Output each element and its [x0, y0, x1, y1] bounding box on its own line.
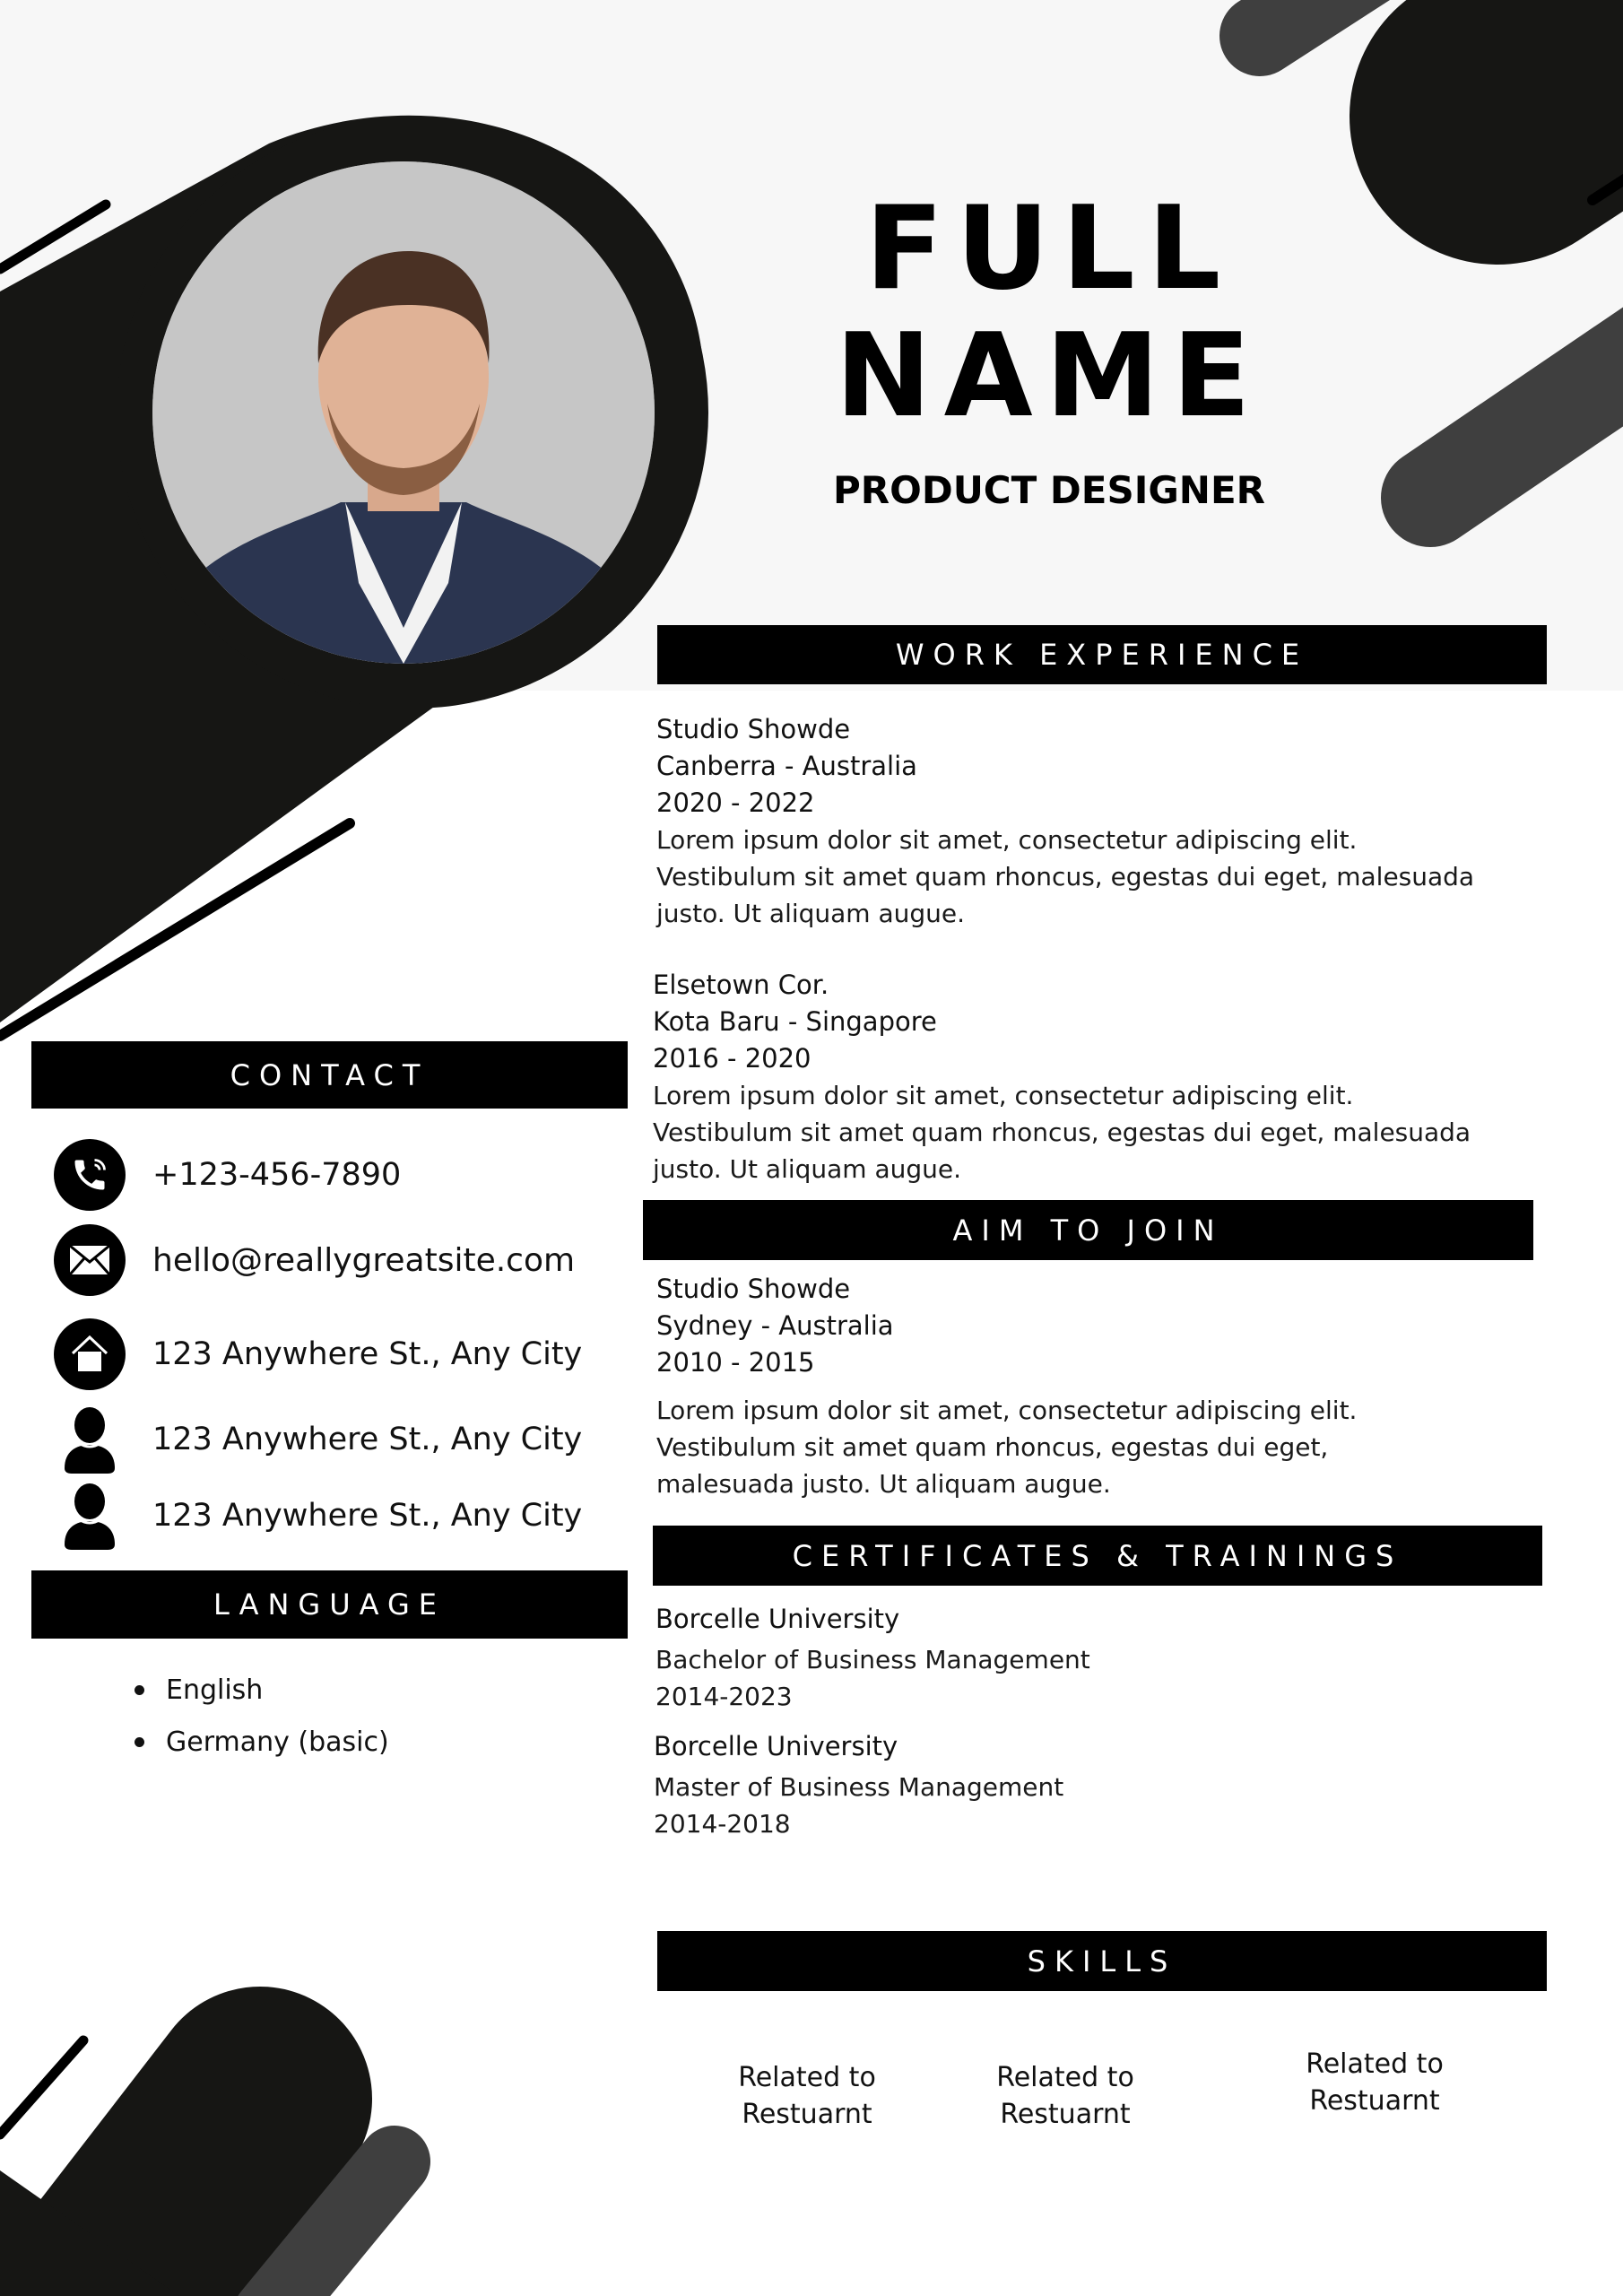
section-header-work-experience: WORK EXPERIENCE — [657, 625, 1547, 684]
company-name: Studio Showde — [656, 1274, 851, 1304]
contact-email — [54, 1224, 576, 1296]
language-item — [135, 1716, 389, 1768]
gray-pill-shape — [1430, 336, 1623, 498]
years: 2014-2018 — [654, 1809, 791, 1839]
address: 123 Anywhere St., Any City — [152, 1422, 583, 1457]
location: Canberra - Australia — [656, 751, 917, 781]
years: 2016 - 2020 — [653, 1043, 812, 1074]
language-list — [135, 1664, 389, 1768]
address: 123 Anywhere St., Any City — [152, 1498, 583, 1534]
skill-label: Related to — [738, 2062, 876, 2093]
person-icon — [54, 1404, 126, 1475]
thin-line-shape — [0, 2040, 83, 2135]
description-line: Vestibulum sit amet quam rhoncus, egestas dui eget, malesuada — [653, 1118, 1471, 1147]
section-header-certificates: CERTIFICATES & TRAININGS — [653, 1526, 1542, 1586]
years: 2014-2023 — [655, 1682, 793, 1711]
mail-icon — [54, 1224, 126, 1296]
skill-label: Related to — [996, 2062, 1134, 2093]
skill-item — [1258, 2046, 1491, 2119]
description-line: Lorem ipsum dolor sit amet, consectetur adipiscing elit. — [653, 1081, 1354, 1110]
school-name: Borcelle University — [655, 1604, 900, 1634]
location: Kota Baru - Singapore — [653, 1006, 937, 1037]
section-header-skills: SKILLS — [657, 1931, 1547, 1991]
description-line: justo. Ut aliquam augue. — [653, 1154, 962, 1184]
phone-icon — [54, 1139, 126, 1211]
contact-address — [54, 1404, 583, 1475]
description-line: Vestibulum sit amet quam rhoncus, egestas dui eget, — [656, 1432, 1329, 1462]
section-header-aim-to-join: AIM TO JOIN — [643, 1200, 1533, 1260]
section-header-contact: CONTACT — [31, 1041, 628, 1109]
language-label: Germany (basic) — [166, 1726, 389, 1758]
description-line: Lorem ipsum dolor sit amet, consectetur adipiscing elit. — [656, 1396, 1358, 1425]
location: Sydney - Australia — [656, 1310, 894, 1341]
description-line: malesuada justo. Ut aliquam augue. — [656, 1469, 1111, 1499]
work-entry — [653, 967, 1549, 1187]
skill-label: Related to — [1306, 2048, 1444, 2080]
bullet-icon — [135, 1737, 144, 1747]
skill-label: Restuarnt — [1309, 2085, 1440, 2117]
certificate-entry — [655, 1601, 1552, 1715]
home-icon — [54, 1318, 126, 1390]
language-item — [135, 1664, 389, 1716]
address: 123 Anywhere St., Any City — [152, 1336, 583, 1372]
skill-item — [949, 2059, 1182, 2133]
company-name: Studio Showde — [656, 714, 851, 744]
person-portrait-icon — [152, 161, 655, 664]
description-line: Lorem ipsum dolor sit amet, consectetur adipiscing elit. — [656, 825, 1358, 855]
job-title: PRODUCT DESIGNER — [833, 468, 1265, 512]
school-name: Borcelle University — [654, 1731, 898, 1761]
certificate-entry — [654, 1728, 1550, 1842]
degree: Master of Business Management — [654, 1772, 1064, 1802]
bullet-icon — [135, 1685, 144, 1695]
years: 2010 - 2015 — [656, 1347, 815, 1378]
work-entry — [656, 711, 1553, 932]
skill-item — [690, 2059, 924, 2133]
contact-address — [54, 1480, 583, 1552]
contact-address — [54, 1318, 583, 1390]
description-line: Vestibulum sit amet quam rhoncus, egestas dui eget, malesuada — [656, 862, 1475, 891]
section-header-language: LANGUAGE — [31, 1570, 628, 1639]
profile-photo — [152, 161, 655, 664]
contact-phone — [54, 1139, 402, 1211]
company-name: Elsetown Cor. — [653, 970, 829, 1000]
black-pill-shape — [1497, 0, 1623, 117]
description-line: justo. Ut aliquam augue. — [656, 899, 966, 928]
first-name: FULL — [864, 182, 1234, 316]
skill-label: Restuarnt — [742, 2099, 872, 2130]
phone-number[interactable]: +123-456-7890 — [152, 1157, 402, 1193]
language-label: English — [166, 1674, 264, 1706]
years: 2020 - 2022 — [656, 787, 815, 818]
aim-entry — [656, 1271, 1553, 1502]
person-icon — [54, 1480, 126, 1552]
skill-label: Restuarnt — [1000, 2099, 1131, 2130]
degree: Bachelor of Business Management — [655, 1645, 1090, 1674]
email-address[interactable]: hello@reallygreatsite.com — [152, 1241, 576, 1279]
last-name: NAME — [835, 309, 1263, 443]
